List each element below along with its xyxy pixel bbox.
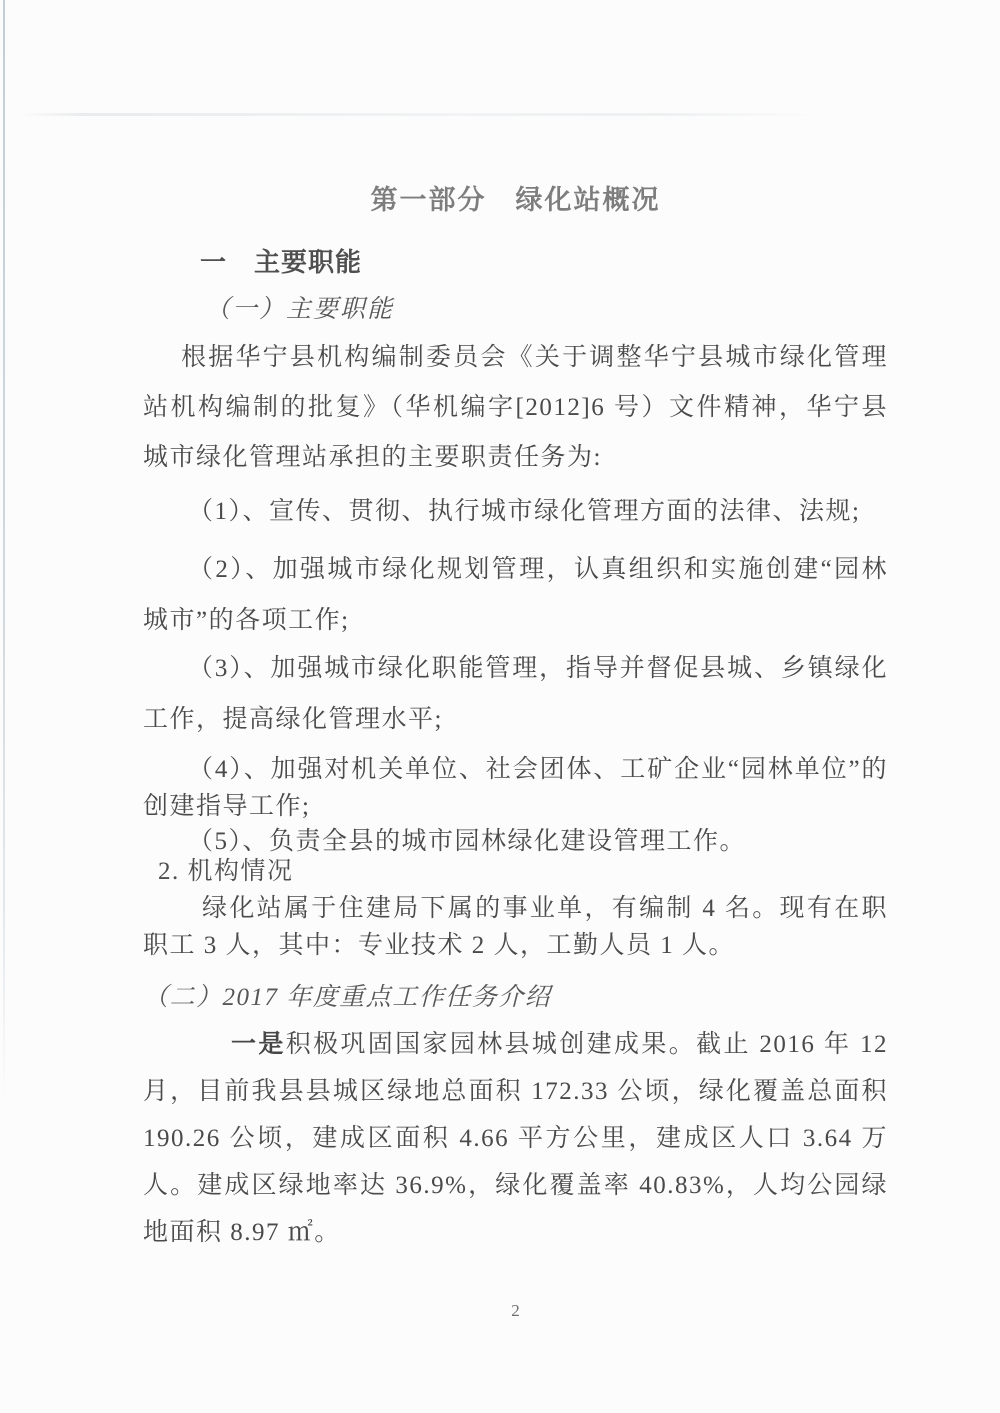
duty-item-1: （1）、宣传、贯彻、执行城市绿化管理方面的法律、法规; (188, 498, 861, 525)
scan-edge-artifact (3, 0, 5, 1105)
document-page (143, 0, 888, 1320)
organization-paragraph: 绿化站属于住建局下属的事业单，有编制 4 名。现有在职职工 3 人，其中：专业技术 2 人，工勤人员 1 人。 (143, 895, 888, 959)
duty-item-3: （3）、加强城市绿化职能管理，指导并督促县城、乡镇绿化工作，提高绿化管理水平; (143, 655, 888, 733)
duty-item-4: （4）、加强对机关单位、社会团体、工矿企业“园林单位”的创建指导工作; (143, 756, 888, 820)
subsection-2-heading: （二）2017 年度重点工作任务介绍 (143, 984, 552, 1011)
duty-item-2: （2）、加强城市绿化规划管理，认真组织和实施创建“园林城市”的各项工作; (143, 556, 888, 634)
page-number: 2 (511, 1301, 520, 1320)
task-lead-emphasis: 一是 (231, 1030, 286, 1058)
page-title: 第一部分 绿化站概况 (370, 185, 661, 215)
task-body-text: 积极巩固国家园林县城创建成果。截止 2016 年 12 月，目前我县县城区绿地总面积 172.33 公顷，绿化覆盖总面积 190.26 公顷，建成区面积 4.66 平方公里，建成区人口 3.64 万人。建成区绿地率达 36.9%，绿化覆盖率 40.83%，人均公园绿地面积 8.97 ㎡。 (143, 1031, 888, 1246)
task-paragraph (143, 1021, 888, 1256)
section-heading: 一 主要职能 (200, 247, 363, 277)
duty-list (143, 486, 888, 860)
duty-item-5: （5）、负责全县的城市园林绿化建设管理工作。 (188, 828, 747, 855)
organization-heading: 2. 机构情况 (158, 858, 294, 885)
intro-paragraph: 根据华宁县机构编制委员会《关于调整华宁县城市绿化管理站机构编制的批复》（华机编字[2012]6 号）文件精神，华宁县城市绿化管理站承担的主要职责任务为: (143, 344, 888, 471)
subsection-1-heading: （一）主要职能 (205, 296, 395, 323)
